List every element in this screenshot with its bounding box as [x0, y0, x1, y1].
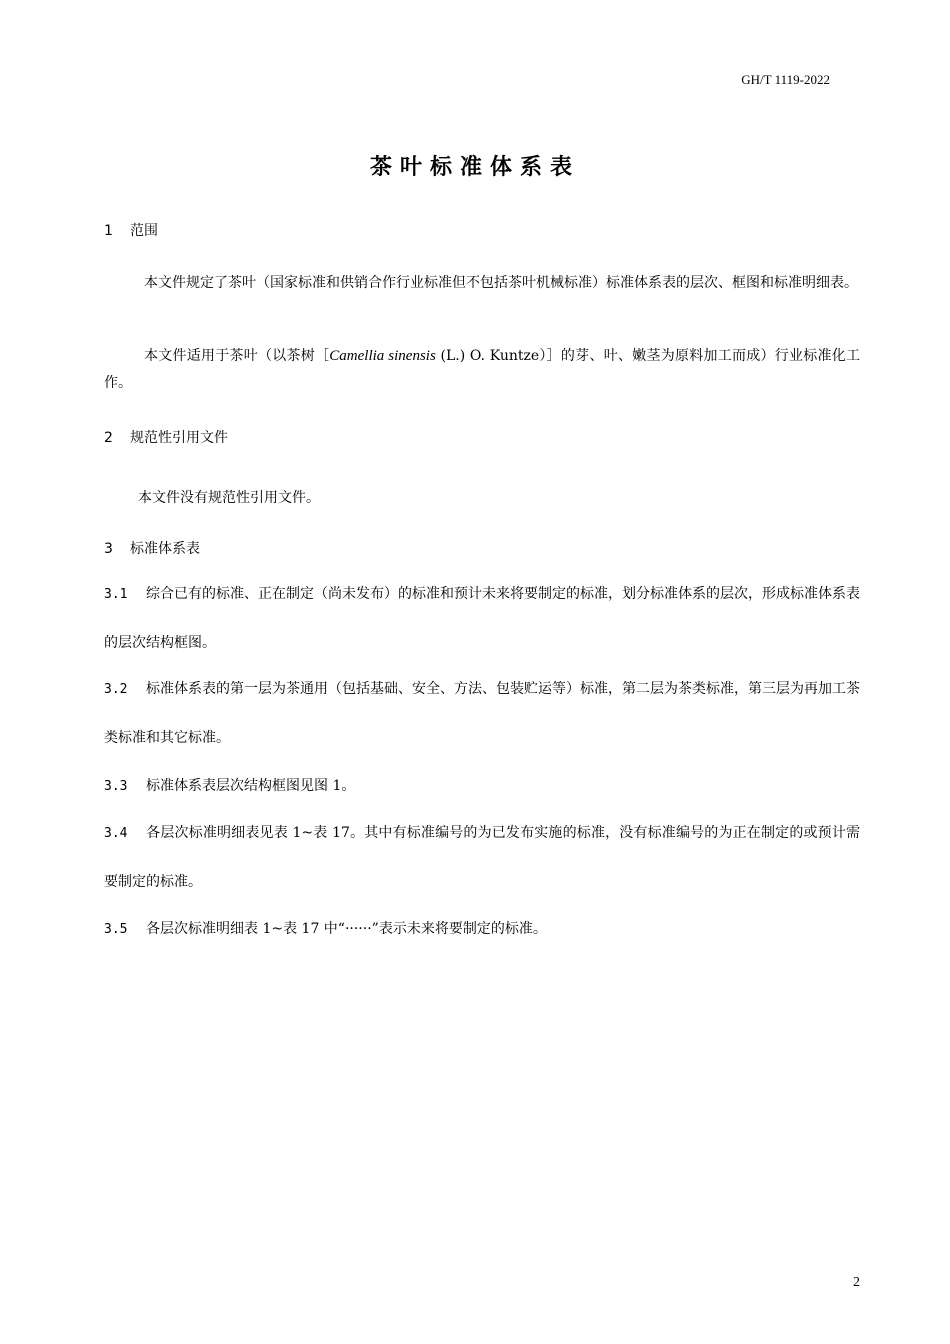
paragraph-text: 本文件适用于茶叶（以茶树［: [144, 348, 330, 364]
page-number: 2: [853, 1275, 860, 1290]
section-1-heading: [104, 220, 158, 240]
section-2-heading: [104, 427, 228, 447]
clause-text: 各层次标准明细表 1~表 17 中“······”表示未来将要制定的标准。: [146, 921, 547, 937]
clause-text: 标准体系表层次结构框图见图 1。: [146, 778, 356, 794]
standard-code: GH/T 1119-2022: [741, 72, 830, 87]
paragraph-text: (L.) O. Kuntze）］的芽、叶、嫩茎为原料加工而成）行业标准化工作。: [104, 348, 860, 391]
clause-3-2: [104, 665, 860, 762]
section-1-paragraph-1: 本文件规定了茶叶（国家标准和供销合作行业标准但不包括茶叶机械标准）标准体系表的层次、框图和标准明细表。: [144, 275, 858, 291]
latin-name: Camellia sinensis: [329, 348, 436, 364]
section-number: 1: [104, 223, 113, 239]
clause-number: 3.5: [104, 922, 128, 937]
section-2-paragraph-1: 本文件没有规范性引用文件。: [138, 490, 320, 506]
section-title: 标准体系表: [130, 541, 200, 557]
section-number: 3: [104, 541, 113, 557]
clause-number: 3.2: [104, 682, 128, 697]
clause-number: 3.3: [104, 779, 128, 794]
clause-text: 标准体系表的第一层为茶通用（包括基础、安全、方法、包装贮运等）标准，第二层为茶类标准，第三层为再加工茶类标准和其它标准。: [104, 681, 860, 746]
clause-3-1: [104, 570, 860, 667]
section-3-heading: [104, 538, 200, 558]
section-number: 2: [104, 430, 113, 446]
section-1-paragraph-2: [104, 343, 860, 397]
clause-number: 3.1: [104, 587, 128, 602]
clause-3-4: [104, 809, 860, 906]
clause-3-3: [104, 762, 860, 811]
document-title: 茶叶标准体系表: [369, 155, 580, 180]
clause-number: 3.4: [104, 826, 128, 841]
section-title: 范围: [130, 223, 158, 239]
clause-text: 各层次标准明细表见表 1~表 17。其中有标准编号的为已发布实施的标准，没有标准编号的为正在制定的或预计需要制定的标准。: [104, 825, 860, 890]
section-title: 规范性引用文件: [130, 430, 228, 446]
clause-3-5: [104, 905, 860, 954]
clause-text: 综合已有的标准、正在制定（尚未发布）的标准和预计未来将要制定的标准，划分标准体系的层次，形成标准体系表的层次结构框图。: [104, 586, 860, 651]
